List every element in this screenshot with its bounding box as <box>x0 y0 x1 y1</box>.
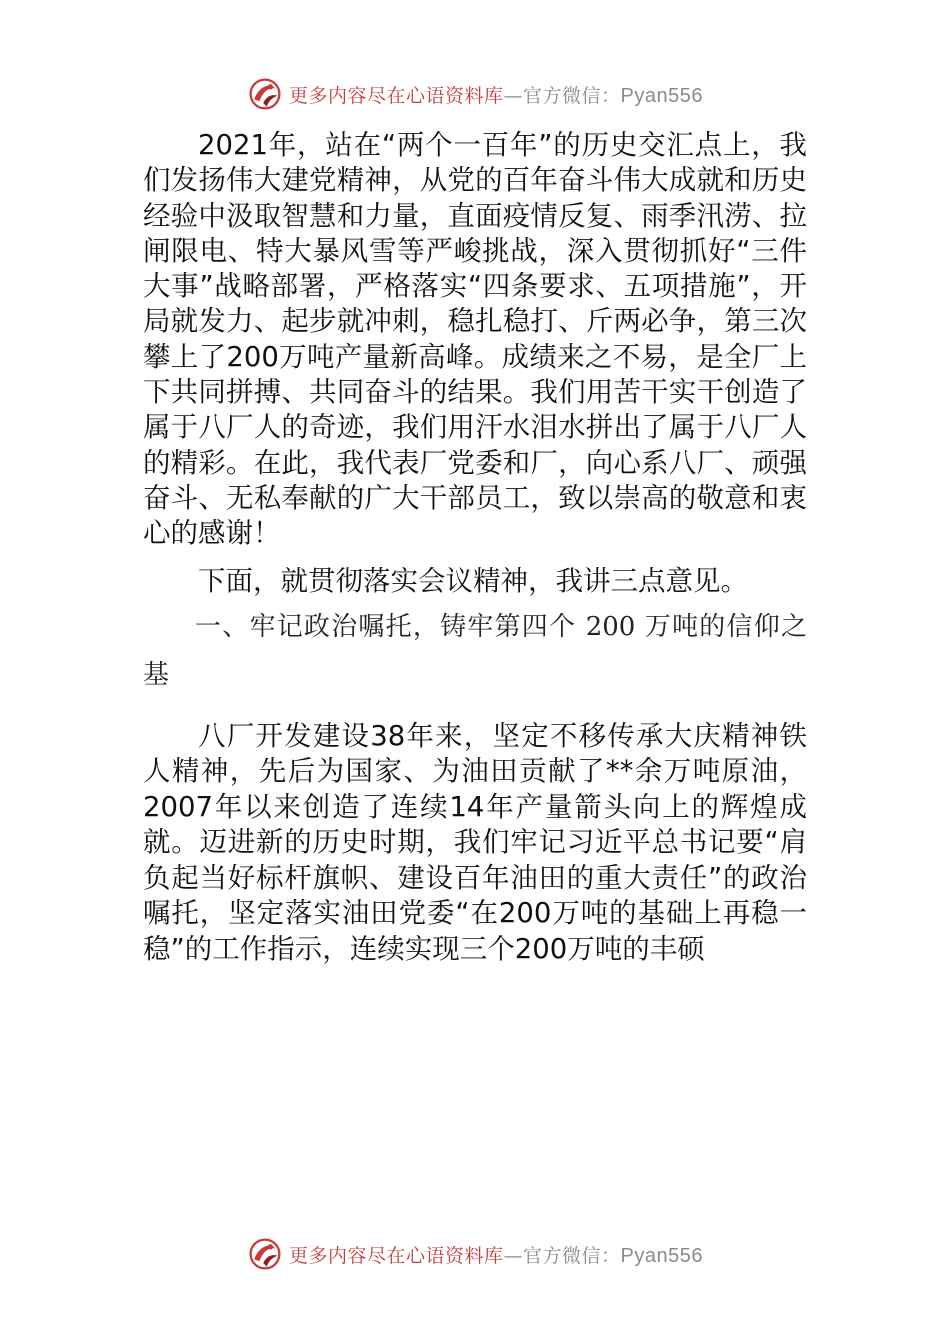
paragraph-3: 八厂开发建设38年来，坚定不移传承大庆精神铁人精神，先后为国家、为油田贡献了**余万吨原油，2007年以来创造了连续14年产量箭头向上的辉煌成就。迈进新的历史时期，我们牢记习近平总书记要“肩负起当好标杆旗帜、建设百年油田的重大责任”的政治嘱托，坚定落实油田党委“在200万吨的基础上再稳一稳”的工作指示，连续实现三个200万吨的丰硕 <box>143 719 807 965</box>
paragraph-2: 下面，就贯彻落实会议精神，我讲三点意见。 <box>198 564 748 597</box>
header-separator: — <box>503 84 524 107</box>
red-swirl-logo-icon <box>247 1236 283 1272</box>
header-wechat-label: 官方微信： <box>523 84 621 107</box>
header-wechat-id: Pyan556 <box>620 84 703 107</box>
paragraph-1: 2021年，站在“两个一百年”的历史交汇点上，我们发扬伟大建党精神，从党的百年奋斗伟大成就和历史经验中汲取智慧和力量，直面疫情反复、雨季汛涝、拉闸限电、特大暴风雪等严峻挑战，深入贯彻抓好“三件大事”战略部署，严格落实“四条要求、五项措施”，开局就发力、起步就冲刺，稳扎稳打、斤两必争，第三次攀上了200万吨产量新高峰。成绩来之不易，是全厂上下共同拼搏、共同奋斗的结果。我们用苦干实干创造了属于八厂人的奇迹，我们用汗水泪水拼出了属于八厂人的精彩。在此，我代表厂党委和厂，向心系八厂、顽强奋斗、无私奉献的广大干部员工，致以崇高的敬意和衷心的感谢！ <box>143 129 807 550</box>
header-brand-name: 更多内容尽在心语资料库 <box>289 84 504 107</box>
document-body <box>143 128 807 967</box>
page-footer <box>0 1232 950 1276</box>
red-swirl-logo-icon <box>247 76 283 112</box>
footer-brand-name: 更多内容尽在心语资料库 <box>289 1244 504 1267</box>
section-heading-1: 一、牢记政治嘱托，铸牢第四个 200 万吨的信仰之基 <box>143 611 807 690</box>
footer-wechat-label: 官方微信： <box>523 1244 621 1267</box>
footer-brand <box>289 1241 703 1268</box>
page-header <box>0 72 950 116</box>
footer-separator: — <box>503 1244 524 1267</box>
footer-wechat-id: Pyan556 <box>620 1244 703 1267</box>
header-brand <box>289 81 703 108</box>
